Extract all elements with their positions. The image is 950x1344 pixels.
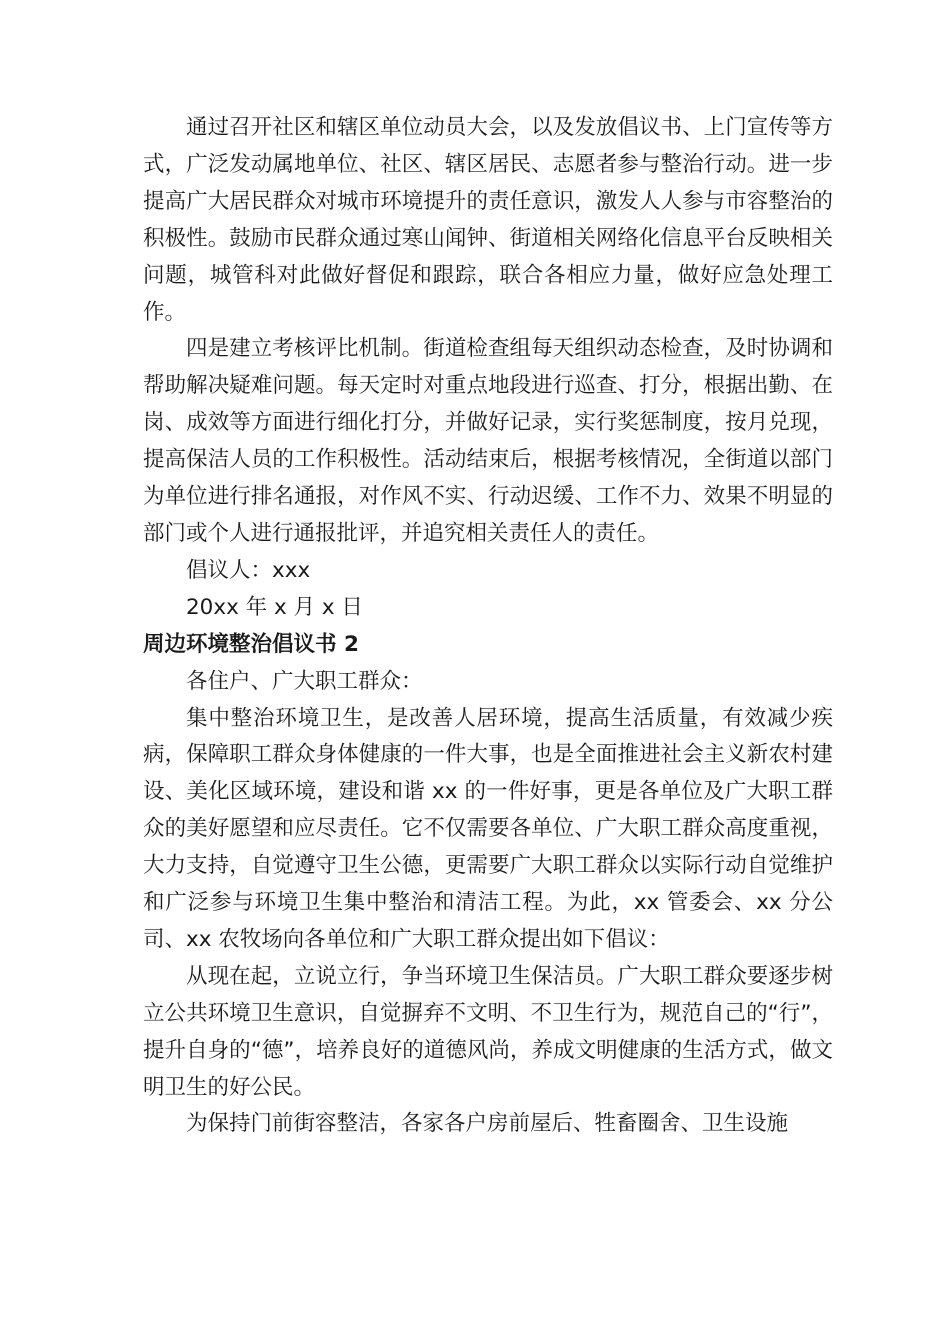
section-heading: 周边环境整治倡议书 2 bbox=[143, 631, 359, 657]
document-page bbox=[143, 110, 833, 1143]
salutation: 各住户、广大职工群众： bbox=[186, 668, 423, 694]
date-line: 20xx 年 x 月 x 日 bbox=[186, 594, 363, 620]
paragraph-mobilization: 通过召开社区和辖区单位动员大会，以及发放倡议书、上门宣传等方式，广泛发动属地单位、社区、辖区居民、志愿者参与整治行动。进一步提高广大居民群众对城市环境提升的责任意识，激发人人参与市容整治的积极性。鼓励市民群众通过寒山闻钟、街道相关网络化信息平台反映相关问题，城管科对此做好督促和跟踪，联合各相应力量，做好应急处理工作。 bbox=[143, 115, 833, 325]
paragraph-street-tidiness: 为保持门前街容整洁，各家各户房前屋后、牲畜圈舍、卫生设施 bbox=[186, 1111, 789, 1137]
paragraph-sanitation-intro: 集中整治环境卫生，是改善人居环境，提高生活质量，有效减少疾病，保障职工群众身体健康的一件大事，也是全面推进社会主义新农村建设、美化区域环境，建设和谐 xx 的一件好事，更是各单位及广大职工群众的美好愿望和应尽责任。它不仅需要各单位、广大职工群众高度重视，大力支持，自觉遵守卫生公德，更需要广大职工群众以实际行动自觉维护和广泛参与环境卫生集中整治和清洁工程。为此，xx 管委会、xx 分公司、xx 农牧场向各单位和广大职工群众提出如下倡议： bbox=[143, 705, 833, 952]
paragraph-cleaner-role: 从现在起，立说立行，争当环境卫生保洁员。广大职工群众要逐步树立公共环境卫生意识，自觉摒弃不文明、不卫生行为，规范自己的“行”，提升自身的“德”，培养良好的道德风尚，养成文明健康的生活方式，做文明卫生的好公民。 bbox=[143, 963, 833, 1100]
signer-line: 倡议人：xxx bbox=[186, 557, 311, 583]
paragraph-evaluation-mechanism: 四是建立考核评比机制。街道检查组每天组织动态检查，及时协调和帮助解决疑难问题。每天定时对重点地段进行巡查、打分，根据出勤、在岗、成效等方面进行细化打分，并做好记录，实行奖惩制度，按月兑现，提高保洁人员的工作积极性。活动结束后，根据考核情况，全街道以部门为单位进行排名通报，对作风不实、行动迟缓、工作不力、效果不明显的部门或个人进行通报批评，并追究相关责任人的责任。 bbox=[143, 336, 833, 546]
